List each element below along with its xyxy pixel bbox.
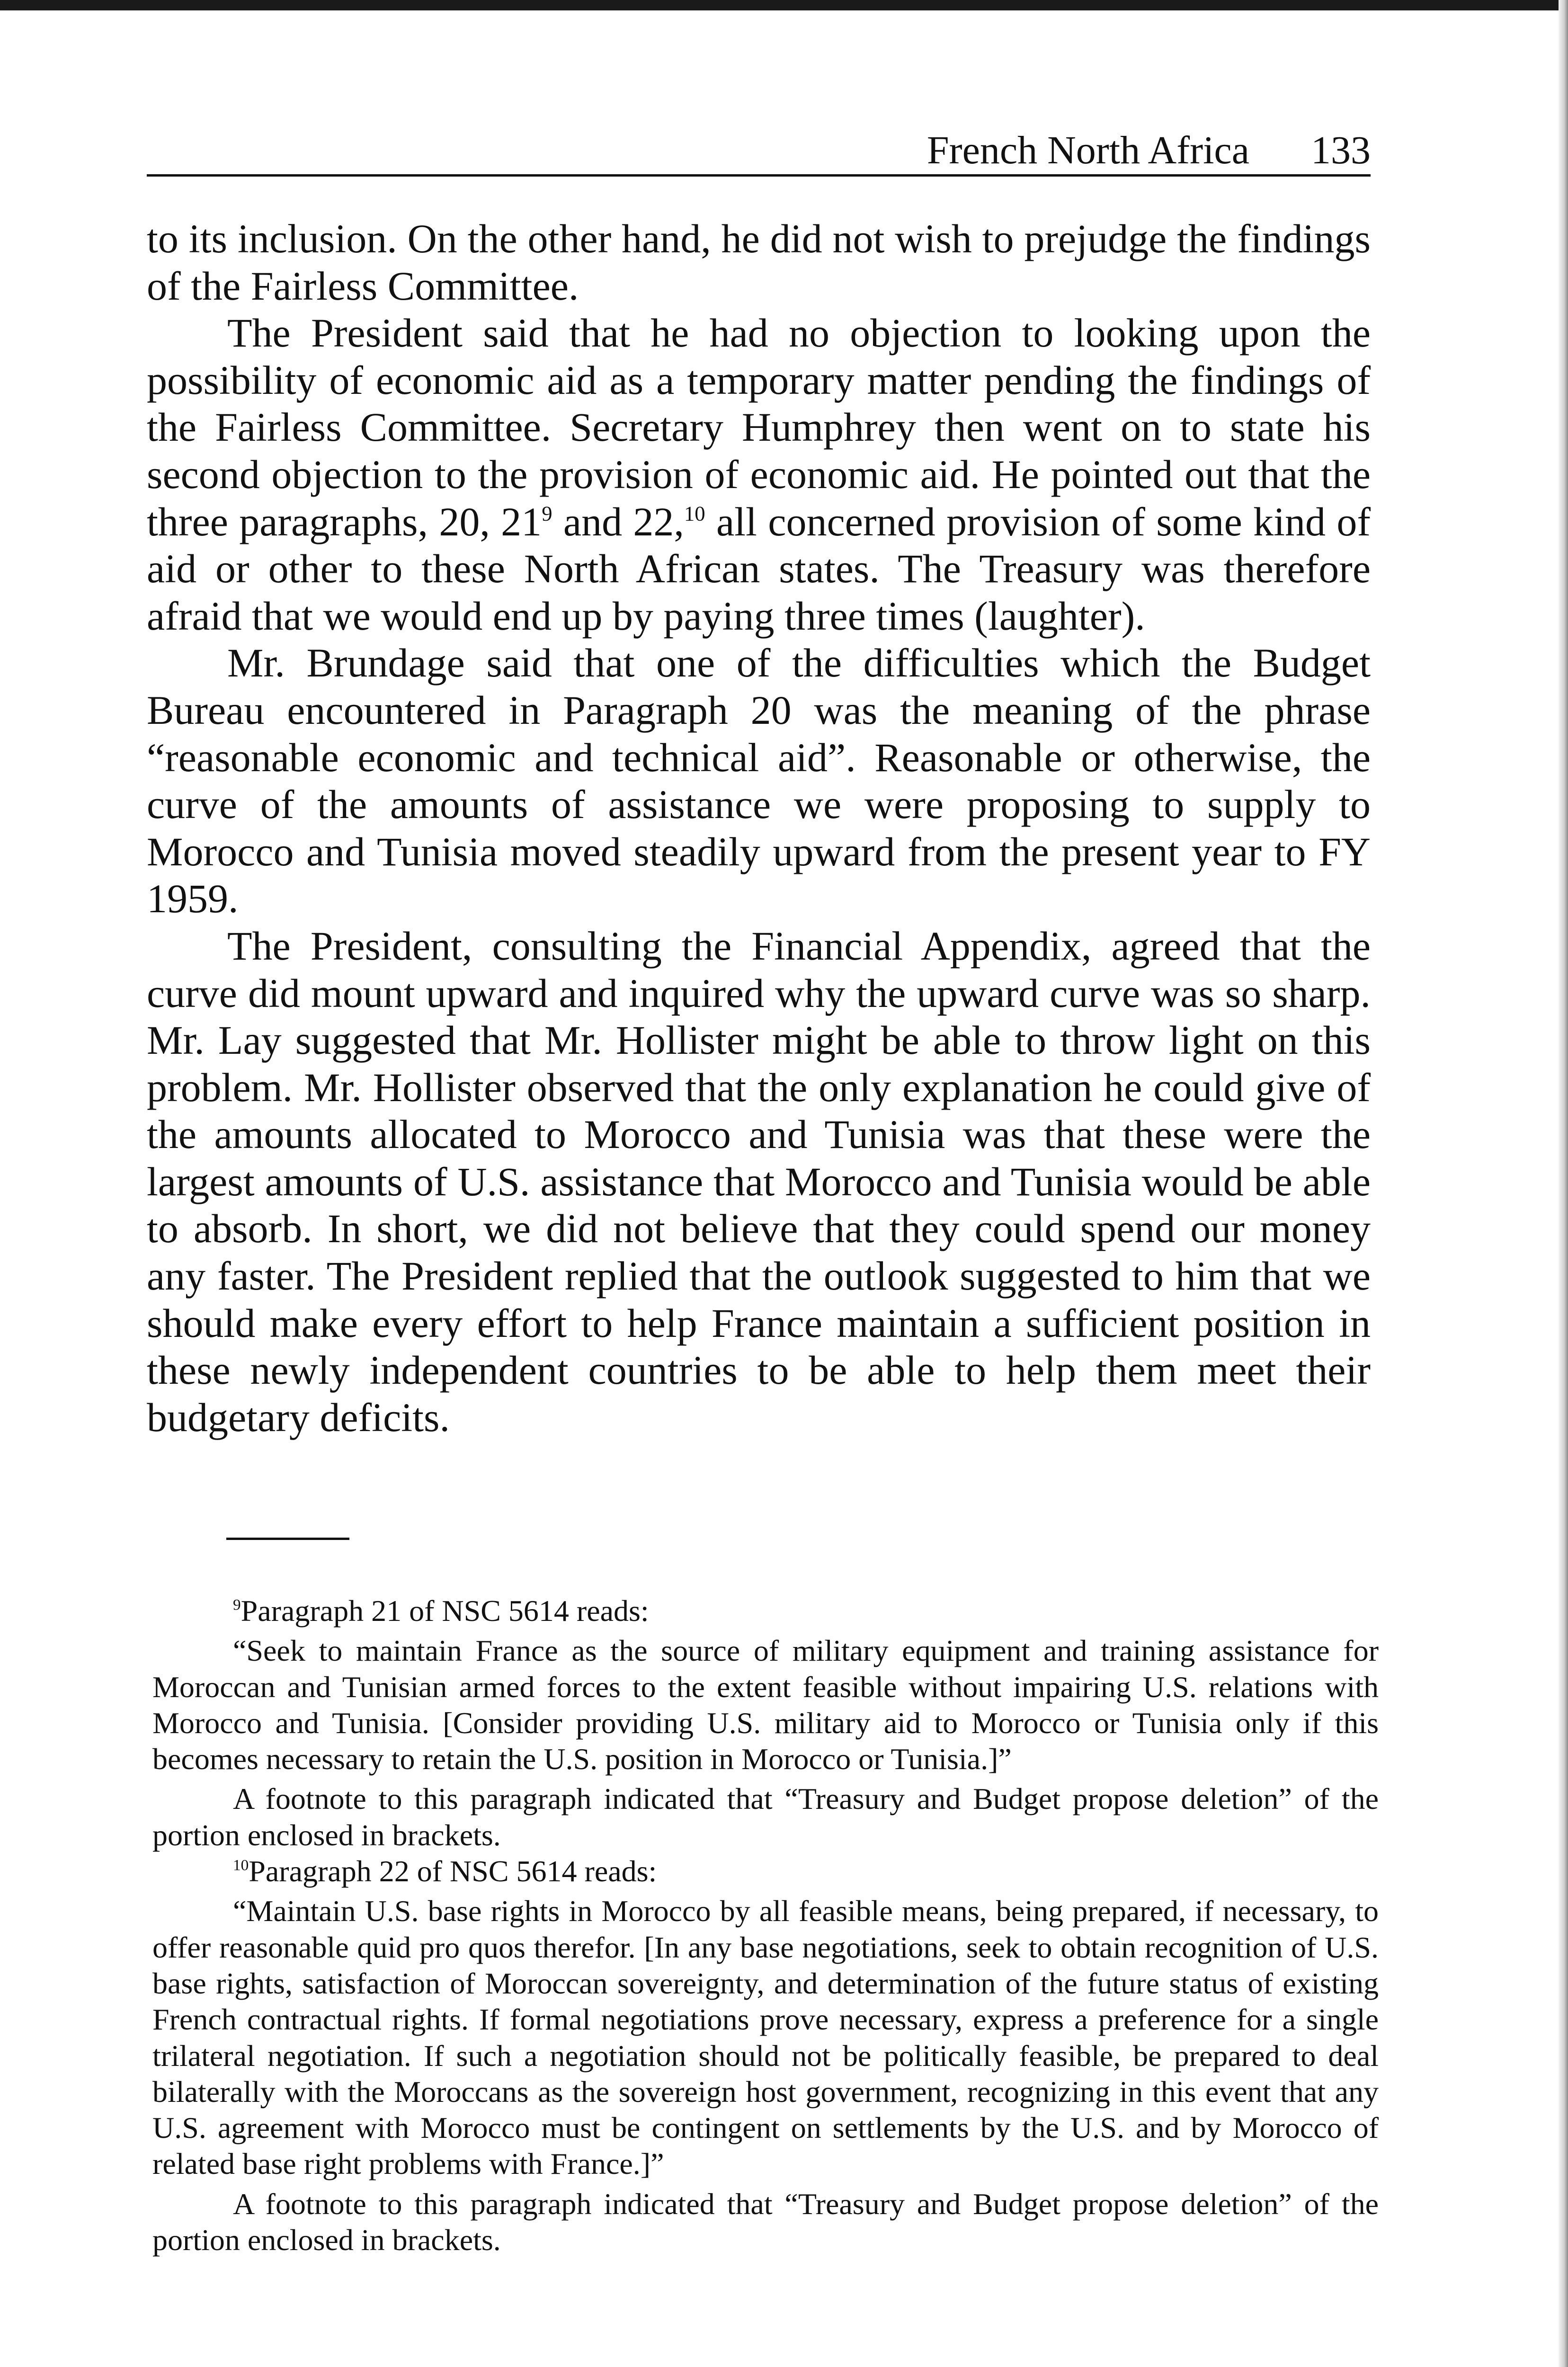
scan-right-edge [1559,0,1568,2367]
footnote-separator [226,1538,349,1540]
footnotes [152,1593,1379,2258]
footnote-ref-9: 9 [542,501,552,525]
footnote-10-intro: $^{10}$Paragraph 22 of NSC 5614 reads: [233,1854,657,1888]
paragraph-2 [147,310,1371,640]
footnote-10-quote: “Maintain U.S. base rights in Morocco by all feasible means, being prepared, if necessary, to offer reasonable quid pro quos therefor. [In any base negotiations, seek to obtain recognition of U.S. base rights, satisfaction of Moroccan sovereignty, and determination of the future status of existing French contractual rights. If formal negotiations prove necessary, express a preference for a single trilateral negotiation. If such a negotiation should not be politically feasible, be prepared to deal bilaterally with the Moroccans as the sovereign host government, recognizing in this event that any U.S. agreement with Morocco must be contingent on settlements by the U.S. and by Morocco of related base right problems with France.]” [152,1894,1379,2181]
footnote-9-note: A footnote to this paragraph indicated that “Treasury and Budget propose deletion” of the portion enclosed in brackets. [152,1782,1379,1852]
footnote-9-intro: $^9$Paragraph 21 of NSC 5614 reads: [233,1594,649,1628]
running-head [147,127,1371,177]
paragraph-2-part-c: all concerned provision of some kind of aid or other to these North African states. The Treasury was therefore afraid that we would end up by paying three times (laughter). [147,498,1371,639]
page-number: 133 [1311,128,1371,172]
footnote-ref-10: 10 [684,501,705,525]
paragraph-2-part-b: and 22, [552,498,684,544]
section-title: French North Africa [927,128,1249,172]
scan-top-border [0,0,1568,10]
paragraph-2-part-a: The President said that he had no objection to looking upon the possibility of economic aid as a temporary matter pending the findings of the Fairless Committee. Secretary Humphrey then went on to state his second objection to the provision of economic aid. He pointed out that the three paragraphs, 20, 21 [147,310,1371,544]
footnote-9-quote: “Seek to maintain France as the source of military equipment and training assistance for Moroccan and Tunisian armed forces to the extent feasible without impairing U.S. relations with Morocco and Tunisia. [Consider providing U.S. military aid to Morocco or Tunisia only if this becomes necessary to retain the U.S. position in Morocco or Tunisia.]” [152,1634,1379,1776]
footnote-10-marker: 10 [233,1856,249,1874]
body-text [147,215,1371,1441]
paragraph-3: Mr. Brundage said that one of the difficulties which the Budget Bureau encountered in Paragraph 20 was the meaning of the phrase “reasonable economic and technical aid”. Reasonable or otherwise, the curve of the amounts of assistance we were proposing to supply to Morocco and Tunisia moved steadily upward from the present year to FY 1959. [147,640,1371,922]
paragraph-1: to its inclusion. On the other hand, he did not wish to prejudge the findings of the Fairless Committee. [147,216,1371,309]
footnote-10-note: A footnote to this paragraph indicated that “Treasury and Budget propose deletion” of the portion enclosed in brackets. [152,2187,1379,2257]
footnote-9-marker: 9 [233,1596,241,1614]
paragraph-4: The President, consulting the Financial Appendix, agreed that the curve did mount upward and inquired why the upward curve was so sharp. Mr. Lay suggested that Mr. Hollister might be able to throw light on this problem. Mr. Hollister observed that the only explanation he could give of the amounts allocated to Morocco and Tunisia was that these were the largest amounts of U.S. assistance that Morocco and Tunisia would be able to absorb. In short, we did not believe that they could spend our money any faster. The President replied that the outlook suggested to him that we should make every effort to help France maintain a sufficient position in these newly independent countries to be able to help them meet their budgetary deficits. [147,923,1371,1440]
